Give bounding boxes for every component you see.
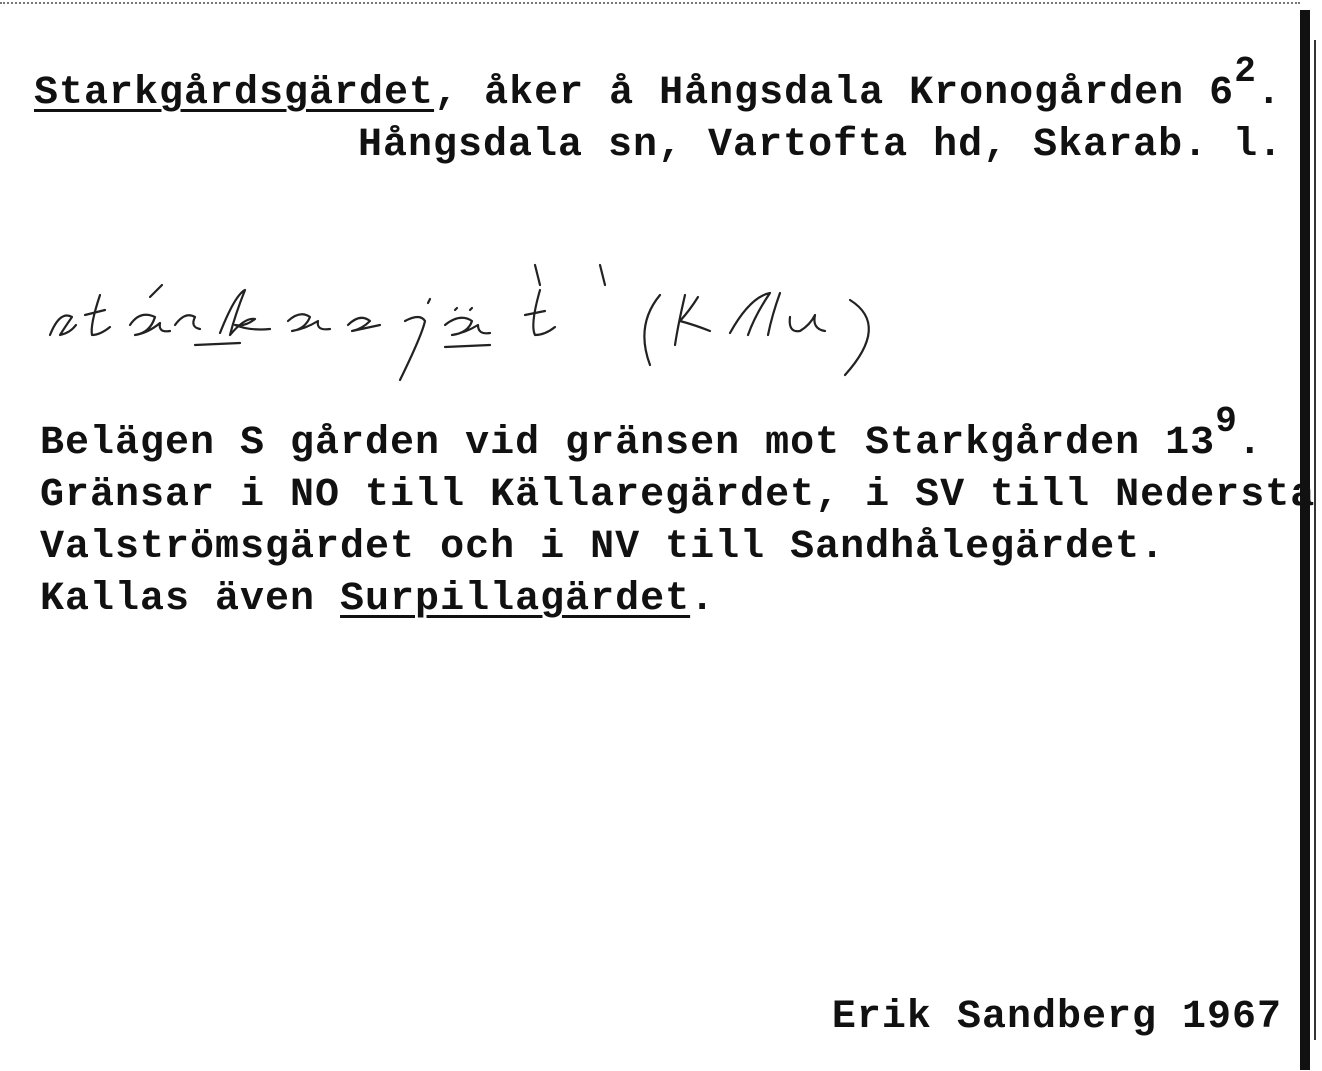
header-line [34,51,1282,118]
signature: Erik Sandberg 1967 [831,995,1282,1040]
header-ref-superscript: 2 [1234,51,1257,92]
body-line-1 [40,401,1263,468]
headword: Starkgårdsgärdet [34,71,435,116]
header-ref-end: . [1256,71,1282,116]
card-top-edge [0,2,1300,6]
body-line-2: Gränsar i NO till Källaregärdet, i SV till Nedersta [40,473,1316,518]
card-right-edge [1300,10,1310,1070]
handwritten-pronunciation [30,255,910,385]
body-line-1-end: . [1237,421,1263,466]
header-description: , åker å Hångsdala Kronogården 6 [434,71,1235,116]
card-right-edge-line [1314,40,1316,1040]
alternate-name: Surpillagärdet [340,577,691,622]
body-line-4-prefix: Kallas även [40,577,341,622]
body-line-4 [40,576,715,624]
body-line-1-superscript: 9 [1215,401,1238,442]
body-line-1-text: Belägen S gården vid gränsen mot Starkgården 13 [40,421,1216,466]
location-line: Hångsdala sn, Vartofta hd, Skarab. l. [358,123,1284,168]
body-line-4-end: . [690,577,716,622]
body-line-3: Valströmsgärdet och i NV till Sandhålegärdet. [40,525,1166,570]
